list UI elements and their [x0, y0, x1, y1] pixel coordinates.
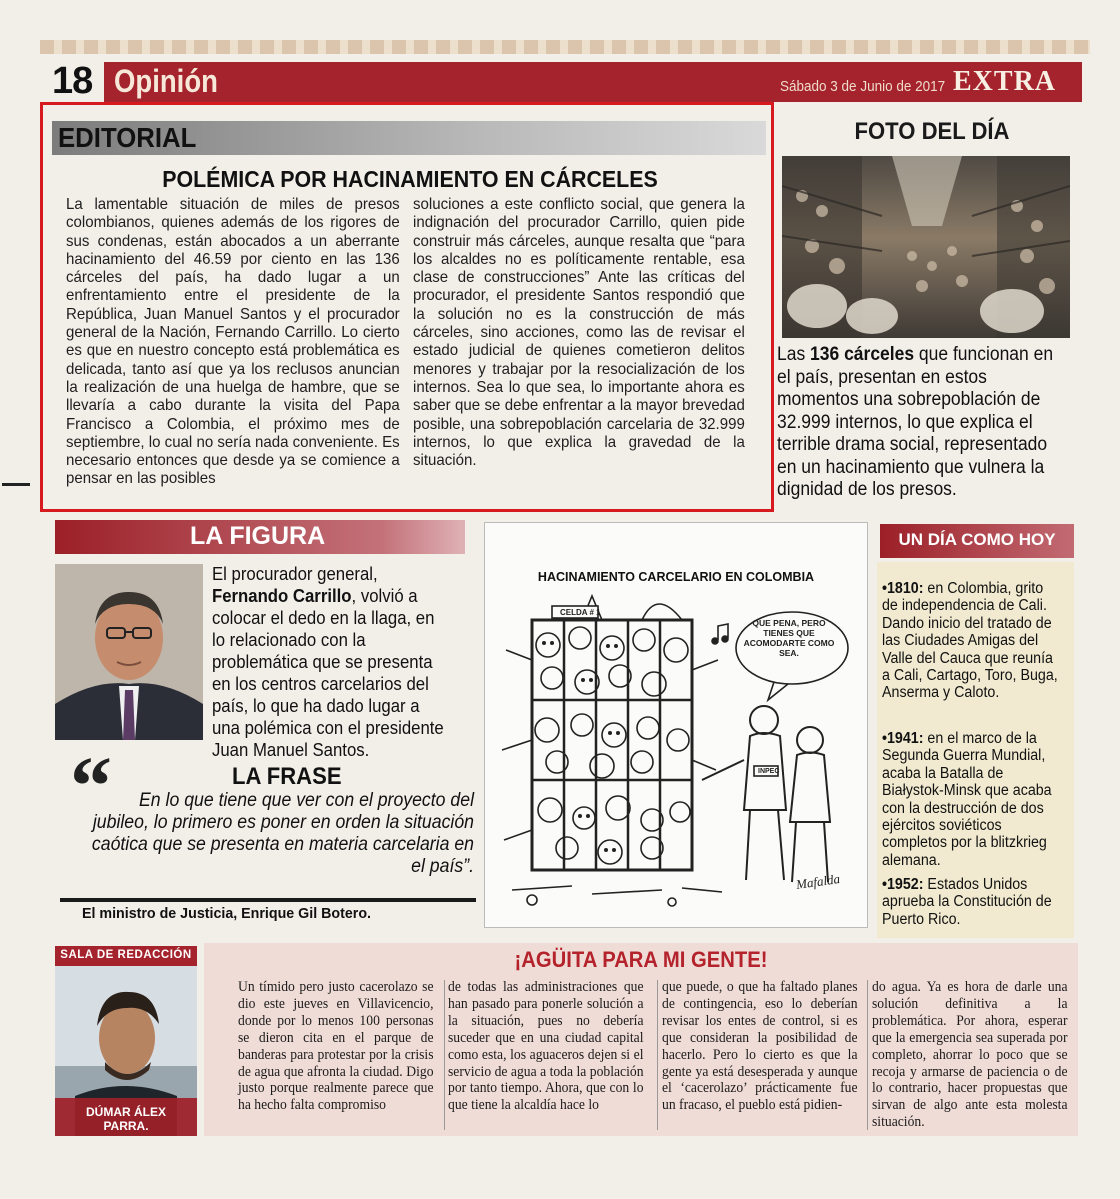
aguita-headline: ¡AGÜITA PARA MI GENTE! — [514, 947, 768, 972]
page-number: 18 — [52, 60, 93, 102]
la-figura-title: LA FIGURA — [190, 522, 326, 550]
prison-crowd-photo — [782, 156, 1070, 338]
aguita-column-4: do agua. Ya es hora de darle una solución definitiva a la problemática. Por ahora, esperar que la emergencia sea superada por completo, ahorrar lo poco que se recoja y armarse de paciencia o de lo contrario, hacer propuestas que sirvan de algo ante esta molesta situación. — [872, 979, 1068, 1131]
newspaper-logo: EXTRA — [953, 66, 1057, 97]
cartoonist-signature: Mafalda — [795, 871, 841, 892]
cartoon-uniform-label: INPEC — [758, 768, 780, 775]
column-divider — [657, 980, 658, 1130]
editorial-column-2: soluciones a este conflicto social, que genera la indignación del procurador Carrillo, quien pide construir más cárceles, aunque resalta que “para los alcaldes no es políticamente rentable, esa clase de construcciones” Ante las críticas del procurador, el presidente Santos respondió que la solución no es la construcción de más cárceles, sino acciones, como las de revisar el estado judicial de quienes cometieron delitos menores y trabajar por la resocialización de los internos. Sea lo que sea, lo importante ahora es saber que se debe enfrentar a la mayor brevedad posible, una sobrepoblación carcelaria de 32.999 internos, lo que explica la gravedad de la situación. — [413, 196, 745, 470]
quote-mark-icon: “ — [70, 740, 112, 833]
sala-de-redaccion-label: SALA DE REDACCIÓN — [60, 949, 192, 961]
la-frase-title: LA FRASE — [232, 763, 342, 790]
photo-caption: Las 136 cárceles que funcionan en el país, presentan en estos momentos una sobrepoblación de 32.999 internos, lo que explica el terrible drama social, representado en un hacinamiento que vulnera la dignidad de los presos. — [777, 344, 1054, 500]
aguita-column-2: de todas las administraciones que han pasado para ponerle solución a la situación, pues no debería suceder que en una ciudad capital como esta, los aguaceros dejen si el servicio de agua a toda la población por tanto tiempo. Ahora, que con lo que tiene la alcaldía hace lo — [448, 979, 644, 1114]
top-decorative-strip — [40, 40, 1090, 54]
issue-date: Sábado 3 de Junio de 2017 — [780, 78, 946, 95]
history-item-1941: •1941: en el marco de la Segunda Guerra Mundial, acaba la Batalla de Białystok-Minsk que acaba con la destrucción de dos ejércitos soviéticos completos por la blitzkrieg alemana. — [882, 730, 1052, 869]
section-title: Opinión — [114, 63, 218, 99]
procurador-portrait — [55, 564, 203, 740]
cartoon-cell-label: CELDA # 1 — [560, 608, 601, 617]
la-figura-text: El procurador general, Fernando Carrillo, volvió a colocar el dedo en la llaga, en lo relacionado con la problemática que se presenta en los centros carcelarios del país, lo que ha dado lugar a una polémica con el presidente Juan Manuel Santos. — [212, 564, 444, 760]
un-dia-como-hoy-title: UN DÍA COMO HOY — [898, 530, 1056, 549]
history-item-1810: •1810: en Colombia, grito de independencia de Cali. Dando inicio del tratado de las Ciudades Amigas del Valle del Cauca que reunía a Cali, Cartago, Toro, Buga, Anserma y Caloto. — [882, 580, 1058, 702]
la-frase-author: El ministro de Justicia, Enrique Gil Botero. — [82, 905, 372, 922]
column-divider — [867, 980, 868, 1130]
quote-divider — [60, 898, 476, 902]
cartoon-title: HACINAMIENTO CARCELARIO EN COLOMBIA — [537, 570, 815, 584]
history-item-1952: •1952: Estados Unidos aprueba la Constitución de Puerto Rico. — [882, 876, 1052, 928]
column-divider — [444, 980, 445, 1130]
editorial-headline: POLÉMICA POR HACINAMIENTO EN CÁRCELES — [162, 166, 658, 192]
editorial-column-1: La lamentable situación de miles de presos colombianos, quienes además de los rigores de sus condenas, están abocados a un aberrante hacinamiento del 46.59 por ciento en las 136 cárceles del país, ha dado lugar a un enfrentamiento entre el presidente de la República, Juan Manuel Santos y el procurador general de la Nación, Fernando Carrillo. Lo cierto es que en nuestro concepto está problemática es delicada, tanto así que ya los reclusos anuncian la realización de una huelga de hambre, que se llevaría a cabo durante la visita del Papa Francisco a Colombia, el próximo mes de septiembre, lo cual no sería nada conveniente. Es necesario entonces que desde ya se comience a pensar en las posibles — [66, 196, 400, 488]
aguita-column-1: Un tímido pero justo cacerolazo se dio este jueves en Villavicencio, donde por lo menos 100 personas se dieron cita en el parque de banderas para protestar por la crisis de agua que afronta la ciudad. Digo justo porque realmente parece que ha hecho falta compromiso — [238, 979, 434, 1114]
photo-of-day-title: FOTO DEL DÍA — [854, 118, 1010, 145]
editorial-label: EDITORIAL — [58, 122, 197, 153]
columnist-name: DÚMAR ÁLEX PARRA. — [86, 1105, 166, 1133]
aguita-column-3: que puede, o que ha faltado planes de contingencia, eso lo deberían revisar los entes de control, si es que consideran la posibilidad de hacerlo. Pero lo cierto es que la gente ya está desesperada y aunque el ‘cacerolazo’ prácticamente fue un fracaso, el pueblo está pidien- — [662, 979, 858, 1114]
la-frase-quote: En lo que tiene que ver con el proyecto del jubileo, lo primero es poner en orden la situación caótica que se presenta en materia carcelaria en el país”. — [91, 790, 475, 877]
cartoon-speech-bubble: QUE PENA, PERO TIENES QUE ACOMODARTE COMO SEA. — [743, 618, 835, 658]
fold-mark — [2, 483, 30, 486]
